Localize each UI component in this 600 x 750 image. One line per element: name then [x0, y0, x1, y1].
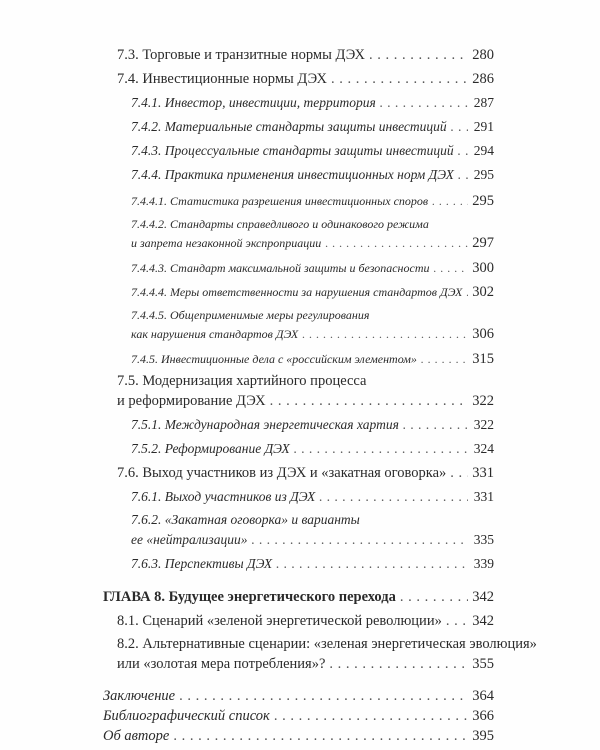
toc-entry-title: 7.4.3. Процессуальные стандарты защиты инвестиций	[131, 143, 454, 158]
toc-entry-title-line1: 7.6.2. «Закатная оговорка» и варианты	[131, 512, 360, 527]
toc-entry-title: 7.4.2. Материальные стандарты защиты инвестиций	[131, 119, 447, 134]
toc-entry[interactable]	[131, 284, 494, 301]
toc-entry-page: 295	[472, 193, 494, 209]
toc-leader	[302, 327, 468, 342]
toc-entry-title: как нарушения стандартов ДЭХ	[131, 327, 299, 341]
toc-entry-page: 342	[472, 613, 494, 629]
toc-entry-title: Библиографический список	[103, 708, 270, 724]
toc-leader	[450, 465, 468, 482]
toc-entry[interactable]	[131, 441, 494, 457]
toc-leader	[325, 236, 468, 251]
toc-leader	[173, 728, 468, 745]
toc-entry-page: 335	[473, 532, 494, 547]
toc-entry[interactable]	[131, 95, 494, 111]
toc-entry[interactable]	[131, 532, 494, 548]
toc-entry-title: 7.4. Инвестиционные нормы ДЭХ	[117, 71, 327, 87]
toc-leader	[403, 417, 468, 433]
toc-entry-page: 315	[472, 351, 494, 367]
toc-leader	[451, 119, 468, 135]
toc-leader	[421, 352, 468, 367]
toc-leader	[251, 532, 468, 548]
toc-entry[interactable]	[131, 260, 494, 277]
toc-leader	[458, 143, 468, 159]
toc-entry-title: 7.5.1. Международная энергетическая хартия	[131, 417, 399, 432]
toc-entry-page: 331	[473, 489, 494, 504]
toc-entry[interactable]	[103, 708, 494, 725]
toc-entry[interactable]	[117, 47, 494, 64]
toc-entry-page: 322	[473, 417, 494, 432]
toc-entry-page: 286	[472, 71, 494, 87]
toc-entry-page: 295	[473, 167, 494, 182]
toc-entry-page: 287	[473, 95, 494, 110]
toc-leader	[434, 261, 469, 276]
toc-entry-page: 331	[472, 465, 494, 481]
toc-entry[interactable]	[117, 613, 494, 630]
toc-leader	[458, 167, 468, 183]
toc-entry-page: 300	[472, 260, 494, 276]
toc-leader	[329, 656, 468, 673]
toc-leader	[179, 688, 468, 705]
toc-entry-title: 7.4.5. Инвестиционные дела с «российским элементом»	[131, 352, 417, 366]
toc-entry[interactable]	[131, 489, 494, 505]
toc-entry[interactable]	[131, 556, 494, 572]
toc-entry-title: 7.6. Выход участников из ДЭХ и «закатная оговорка»	[117, 465, 447, 481]
toc-entry-title: 7.5.2. Реформирование ДЭХ	[131, 441, 290, 456]
toc-entry[interactable]	[117, 71, 494, 88]
toc-entry-page: 291	[473, 119, 494, 134]
toc-entry-title: или «золотая мера потребления»?	[117, 656, 326, 672]
toc-entry[interactable]	[131, 143, 494, 159]
toc-leader	[276, 556, 468, 572]
toc-leader	[432, 194, 468, 209]
toc-entry-page: 324	[473, 441, 494, 456]
toc-entry-title: 7.4.4.1. Статистика разрешения инвестиционных споров	[131, 194, 429, 208]
toc-entry-page: 302	[472, 284, 494, 300]
toc-leader	[400, 589, 468, 606]
toc-entry-title: 7.4.4. Практика применения инвестиционных норм ДЭХ	[131, 167, 454, 182]
toc-entry-page: 366	[472, 708, 494, 724]
toc-leader	[380, 95, 468, 111]
toc-leader	[369, 47, 468, 64]
toc-leader	[274, 708, 468, 725]
toc-entry[interactable]	[103, 728, 494, 745]
toc-entry-page: 364	[472, 688, 494, 704]
toc-entry-page: 280	[472, 47, 494, 63]
toc-leader	[446, 613, 468, 630]
toc-entry-title: 7.6.3. Перспективы ДЭХ	[131, 556, 273, 571]
toc-entry-title: 7.4.4.4. Меры ответственности за нарушения стандартов ДЭХ	[131, 285, 463, 299]
toc-entry-title: Об авторе	[103, 728, 170, 744]
toc-entry-title: и реформирование ДЭХ	[117, 393, 266, 409]
toc-entry-title: 7.6.1. Выход участников из ДЭХ	[131, 489, 316, 504]
toc-entry[interactable]	[103, 688, 494, 705]
toc-entry-page: 322	[472, 393, 494, 409]
toc-entry[interactable]	[117, 465, 494, 482]
toc-entry-title: 7.3. Торговые и транзитные нормы ДЭХ	[117, 47, 366, 63]
toc-entry-title-line1: 7.4.4.5. Общеприменимые меры регулирования	[131, 308, 370, 322]
toc-entry[interactable]	[131, 193, 494, 210]
toc-leader	[466, 285, 468, 300]
toc-entry-title: Заключение	[103, 688, 176, 704]
toc-entry-page: 294	[473, 143, 494, 158]
toc-entry-title-line1: 7.5. Модернизация хартийного процесса	[117, 373, 367, 389]
toc-leader	[294, 441, 468, 457]
toc-entry[interactable]	[117, 656, 494, 673]
toc-entry[interactable]	[131, 326, 494, 343]
toc-entry-title: 8.1. Сценарий «зеленой энергетической революции»	[117, 613, 442, 629]
toc-entry[interactable]	[131, 351, 494, 368]
toc-entry-page: 339	[473, 556, 494, 571]
toc-entry-page: 306	[472, 326, 494, 342]
toc-entry-title: и запрета незаконной экспроприации	[131, 236, 322, 250]
toc-entry-page: 395	[472, 728, 494, 744]
toc-entry-page: 355	[472, 656, 494, 672]
toc-entry[interactable]	[131, 417, 494, 433]
toc-entry[interactable]	[131, 235, 494, 252]
toc-leader	[319, 489, 468, 505]
toc-leader	[270, 393, 468, 410]
toc-entry[interactable]	[103, 589, 494, 606]
toc-entry-title-line1: 7.4.4.2. Стандарты справедливого и одинакового режима	[131, 217, 429, 231]
toc-entry-title: 7.4.4.3. Стандарт максимальной защиты и безопасности	[131, 261, 430, 275]
toc-chapter-title: ГЛАВА 8. Будущее энергетического перехода	[103, 589, 396, 605]
toc-entry-title-line1: 8.2. Альтернативные сценарии: «зеленая энергетическая эволюция»	[117, 636, 537, 652]
toc-entry[interactable]	[131, 119, 494, 135]
toc-leader	[331, 71, 468, 88]
toc-entry-title: ее «нейтрализации»	[131, 532, 248, 547]
toc-entry-page: 297	[472, 235, 494, 251]
toc-entry-title: 7.4.1. Инвестор, инвестиции, территория	[131, 95, 376, 110]
toc-entry-page: 342	[472, 589, 494, 605]
toc-entry[interactable]	[131, 167, 494, 183]
toc-entry[interactable]	[117, 393, 494, 410]
